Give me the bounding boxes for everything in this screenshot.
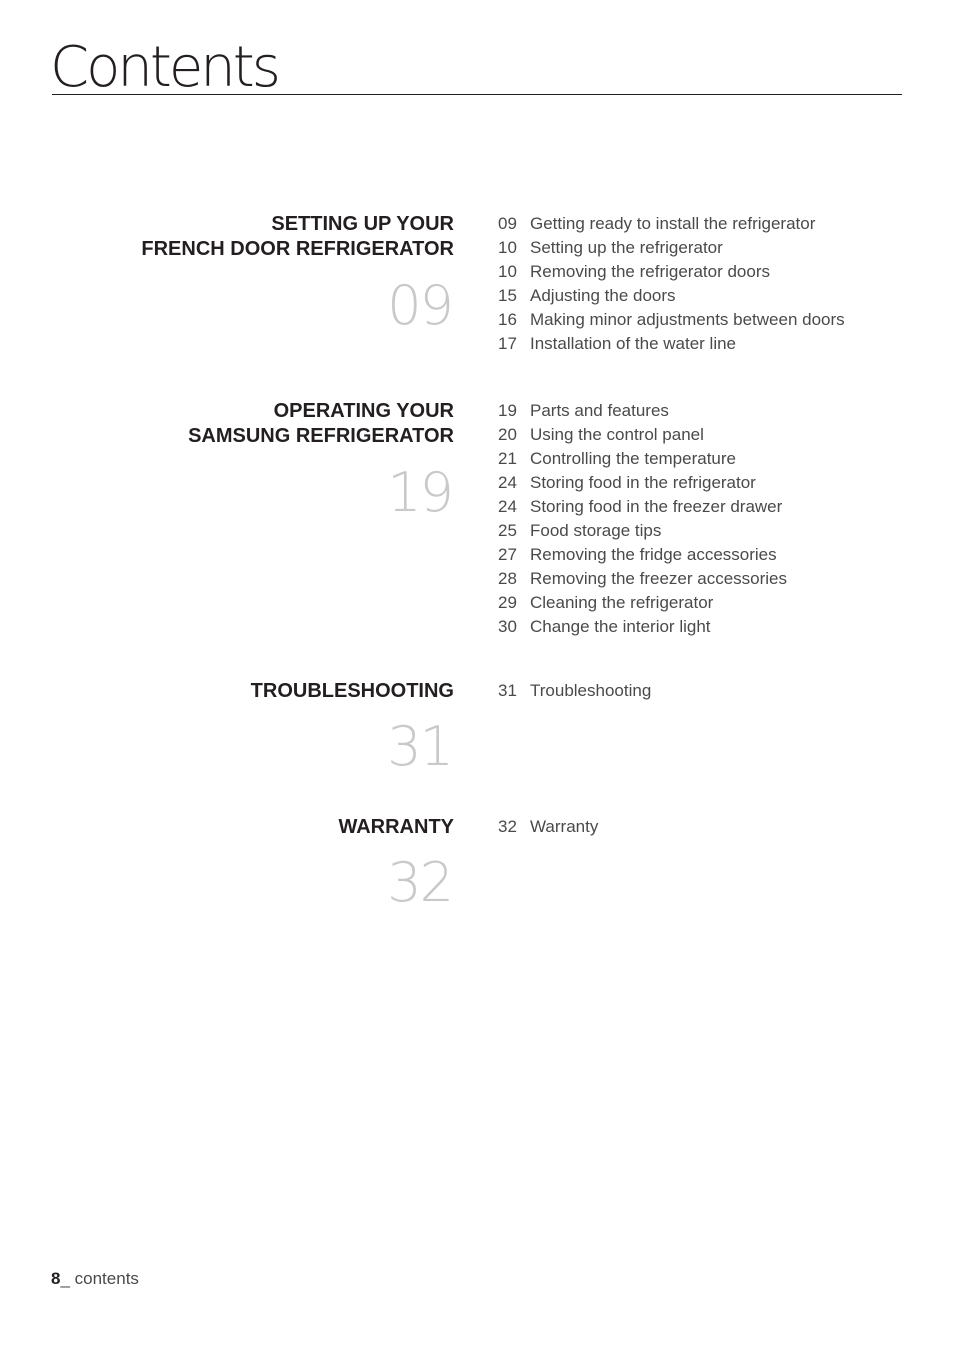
toc-entry-page: 17 — [498, 334, 517, 353]
toc-entry[interactable] — [498, 815, 598, 839]
toc-entry-label: Getting ready to install the refrigerator — [530, 214, 816, 233]
section-heading — [251, 679, 454, 704]
section-page-number: 19 — [387, 461, 452, 524]
toc-entry-label: Troubleshooting — [530, 681, 652, 700]
section-heading-line: SETTING UP YOUR — [271, 213, 454, 235]
toc-entry[interactable] — [498, 471, 787, 495]
toc-entry[interactable] — [498, 447, 787, 471]
toc-entry-label: Controlling the temperature — [530, 449, 737, 468]
toc-entry-page: 24 — [498, 473, 517, 492]
toc-entry-label: Food storage tips — [530, 521, 662, 540]
toc-entry[interactable] — [498, 567, 787, 591]
toc-entry-label: Installation of the water line — [530, 334, 737, 353]
toc-entry-page: 25 — [498, 521, 517, 540]
toc-entry[interactable] — [498, 543, 787, 567]
toc-entry-label: Warranty — [530, 817, 599, 836]
toc-entry[interactable] — [498, 519, 787, 543]
page-footer — [51, 1268, 139, 1290]
toc-entry-page: 27 — [498, 545, 517, 564]
toc-entry-page: 21 — [498, 449, 517, 468]
page-title: Contents — [50, 35, 278, 100]
toc-entry[interactable] — [498, 423, 787, 447]
section-heading-line: OPERATING YOUR — [273, 400, 454, 422]
toc-entry[interactable] — [498, 236, 845, 260]
toc-entry-list — [498, 212, 845, 356]
toc-entry[interactable] — [498, 615, 787, 639]
section-heading — [141, 212, 454, 262]
toc-entry-label: Change the interior light — [530, 617, 711, 636]
toc-entry-label: Using the control panel — [530, 425, 704, 444]
toc-entry-label: Storing food in the refrigerator — [530, 473, 756, 492]
toc-entry[interactable] — [498, 332, 845, 356]
toc-entry-page: 30 — [498, 617, 517, 636]
section-page-number: 31 — [387, 715, 452, 778]
section-heading-line: SAMSUNG REFRIGERATOR — [188, 425, 454, 447]
footer-label: _ contents — [60, 1269, 139, 1288]
footer-page-number: 8 — [51, 1269, 61, 1288]
toc-entry[interactable] — [498, 679, 651, 703]
title-rule — [52, 94, 902, 95]
toc-entry-label: Parts and features — [530, 401, 669, 420]
section-heading-line: FRENCH DOOR REFRIGERATOR — [141, 238, 454, 260]
section-heading-line: WARRANTY — [338, 816, 454, 838]
toc-entry-page: 20 — [498, 425, 517, 444]
toc-entry-page: 19 — [498, 401, 517, 420]
section-heading — [338, 815, 454, 840]
toc-entry-label: Setting up the refrigerator — [530, 238, 723, 257]
toc-entry-label: Making minor adjustments between doors — [530, 310, 845, 329]
toc-entry[interactable] — [498, 591, 787, 615]
toc-entry[interactable] — [498, 284, 845, 308]
section-page-number: 32 — [387, 851, 452, 914]
toc-entry-page: 24 — [498, 497, 517, 516]
toc-entry-label: Adjusting the doors — [530, 286, 676, 305]
toc-entry-page: 29 — [498, 593, 517, 612]
toc-entry-label: Removing the refrigerator doors — [530, 262, 771, 281]
toc-entry-list — [498, 679, 651, 703]
toc-entry[interactable] — [498, 308, 845, 332]
toc-entry-label: Removing the fridge accessories — [530, 545, 777, 564]
section-heading-line: TROUBLESHOOTING — [250, 680, 454, 702]
toc-entry-page: 28 — [498, 569, 517, 588]
toc-entry-list — [498, 815, 598, 839]
toc-entry-page: 16 — [498, 310, 517, 329]
toc-entry-page: 31 — [498, 681, 517, 700]
toc-entry[interactable] — [498, 495, 787, 519]
section-page-number: 09 — [387, 274, 452, 337]
toc-entry-label: Removing the freezer accessories — [530, 569, 788, 588]
section-heading — [188, 399, 454, 449]
toc-entry[interactable] — [498, 260, 845, 284]
toc-entry-label: Cleaning the refrigerator — [530, 593, 714, 612]
toc-entry-page: 10 — [498, 238, 517, 257]
toc-entry[interactable] — [498, 399, 787, 423]
toc-entry-list — [498, 399, 787, 639]
toc-entry[interactable] — [498, 212, 845, 236]
toc-entry-page: 15 — [498, 286, 517, 305]
toc-entry-page: 09 — [498, 214, 517, 233]
toc-entry-page: 10 — [498, 262, 517, 281]
toc-entry-page: 32 — [498, 817, 517, 836]
toc-entry-label: Storing food in the freezer drawer — [530, 497, 783, 516]
